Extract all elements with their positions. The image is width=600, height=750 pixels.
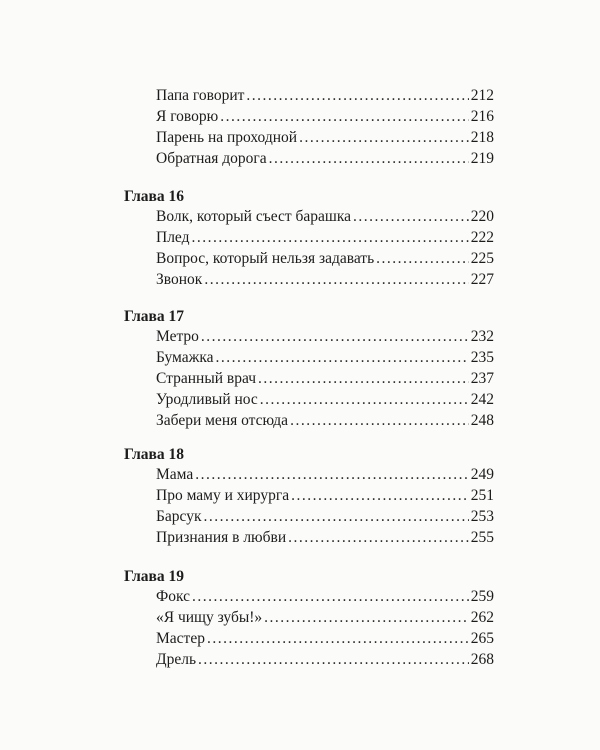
dot-leader xyxy=(207,628,469,650)
dot-leader xyxy=(258,368,469,390)
toc-entry-title: Фокс xyxy=(156,588,191,605)
dot-leader xyxy=(288,527,469,549)
toc-entry-title: Звонок xyxy=(156,271,203,288)
toc-entry-title: Признания в любви xyxy=(156,529,287,546)
toc-entry[interactable] xyxy=(156,206,494,228)
toc-entry-page: 219 xyxy=(470,150,494,167)
toc-entry-title: Бумажка xyxy=(156,349,214,366)
toc-entry[interactable] xyxy=(156,85,494,107)
toc-entry[interactable] xyxy=(156,148,494,170)
dot-leader xyxy=(269,148,469,170)
toc-entry[interactable] xyxy=(156,227,494,249)
toc-entry-page: 242 xyxy=(470,391,494,408)
toc-entry-page: 220 xyxy=(470,208,494,225)
dot-leader xyxy=(260,389,469,411)
dot-leader xyxy=(376,248,469,270)
toc-entry-title: Папа говорит xyxy=(156,87,245,104)
toc-entry[interactable] xyxy=(156,347,494,369)
toc-entry[interactable] xyxy=(156,326,494,348)
toc-entry-page: 212 xyxy=(470,87,494,104)
toc-entry-page: 262 xyxy=(470,609,494,626)
toc-entry-title: Я говорю xyxy=(156,108,219,125)
toc-entry[interactable] xyxy=(156,628,494,650)
toc-entry-page: 255 xyxy=(470,529,494,546)
dot-leader xyxy=(299,127,469,149)
toc-entry-page: 237 xyxy=(470,370,494,387)
toc-entry-title: Забери меня отсюда xyxy=(156,412,289,429)
dot-leader xyxy=(353,206,469,228)
toc-entry-title: Обратная дорога xyxy=(156,150,267,167)
toc-entry[interactable] xyxy=(156,368,494,390)
toc-entry-page: 225 xyxy=(470,250,494,267)
dot-leader xyxy=(246,85,468,107)
toc-entry-title: Про маму и хирурга xyxy=(156,487,290,504)
toc-entry[interactable] xyxy=(156,410,494,432)
toc-entry[interactable] xyxy=(156,586,494,608)
dot-leader xyxy=(201,326,469,348)
toc-entry-title: Барсук xyxy=(156,508,202,525)
toc-entry-page: 268 xyxy=(470,651,494,668)
dot-leader xyxy=(291,485,469,507)
dot-leader xyxy=(198,649,469,671)
dot-leader xyxy=(264,607,469,629)
toc-entry-page: 235 xyxy=(470,349,494,366)
toc-entry-page: 248 xyxy=(470,412,494,429)
toc-entry-title: Уродливый нос xyxy=(156,391,258,408)
toc-entry-title: Метро xyxy=(156,328,199,345)
toc-entry-title: Мастер xyxy=(156,630,205,647)
toc-entry-title: Странный врач xyxy=(156,370,257,387)
dot-leader xyxy=(195,464,469,486)
toc-entry-page: 259 xyxy=(470,588,494,605)
toc-entry-title: Дрель xyxy=(156,651,197,668)
toc-entry-page: 218 xyxy=(470,129,494,146)
chapter-heading: Глава 19 xyxy=(124,568,185,585)
dot-leader xyxy=(290,410,469,432)
toc-entry[interactable] xyxy=(156,389,494,411)
toc-entry[interactable] xyxy=(156,248,494,270)
toc-entry-page: 232 xyxy=(470,328,494,345)
chapter-heading: Глава 18 xyxy=(124,446,185,463)
toc-entry-title: «Я чищу зубы!» xyxy=(156,609,263,626)
toc-entry[interactable] xyxy=(156,464,494,486)
toc-entry[interactable] xyxy=(156,527,494,549)
toc-entry-page: 222 xyxy=(470,229,494,246)
toc-entry-page: 251 xyxy=(470,487,494,504)
toc-entry-page: 227 xyxy=(470,271,494,288)
toc-entry[interactable] xyxy=(156,269,494,291)
toc-entry-page: 253 xyxy=(470,508,494,525)
toc-entry-page: 265 xyxy=(470,630,494,647)
toc-entry[interactable] xyxy=(156,106,494,128)
dot-leader xyxy=(204,269,468,291)
toc-entry[interactable] xyxy=(156,506,494,528)
dot-leader xyxy=(204,506,469,528)
chapter-heading: Глава 17 xyxy=(124,308,185,325)
toc-entry[interactable] xyxy=(156,127,494,149)
toc-entry-title: Волк, который съест барашка xyxy=(156,208,352,225)
toc-entry-title: Парень на проходной xyxy=(156,129,298,146)
toc-entry-page: 249 xyxy=(470,466,494,483)
toc-entry-title: Вопрос, который нельзя задавать xyxy=(156,250,375,267)
dot-leader xyxy=(192,227,469,249)
chapter-heading: Глава 16 xyxy=(124,188,185,205)
toc-entry-title: Плед xyxy=(156,229,190,246)
toc-entry[interactable] xyxy=(156,607,494,629)
toc-entry-page: 216 xyxy=(470,108,494,125)
toc-entry[interactable] xyxy=(156,485,494,507)
toc-entry-title: Мама xyxy=(156,466,194,483)
toc-entry[interactable] xyxy=(156,649,494,671)
dot-leader xyxy=(192,586,469,608)
dot-leader xyxy=(216,347,469,369)
dot-leader xyxy=(220,106,469,128)
